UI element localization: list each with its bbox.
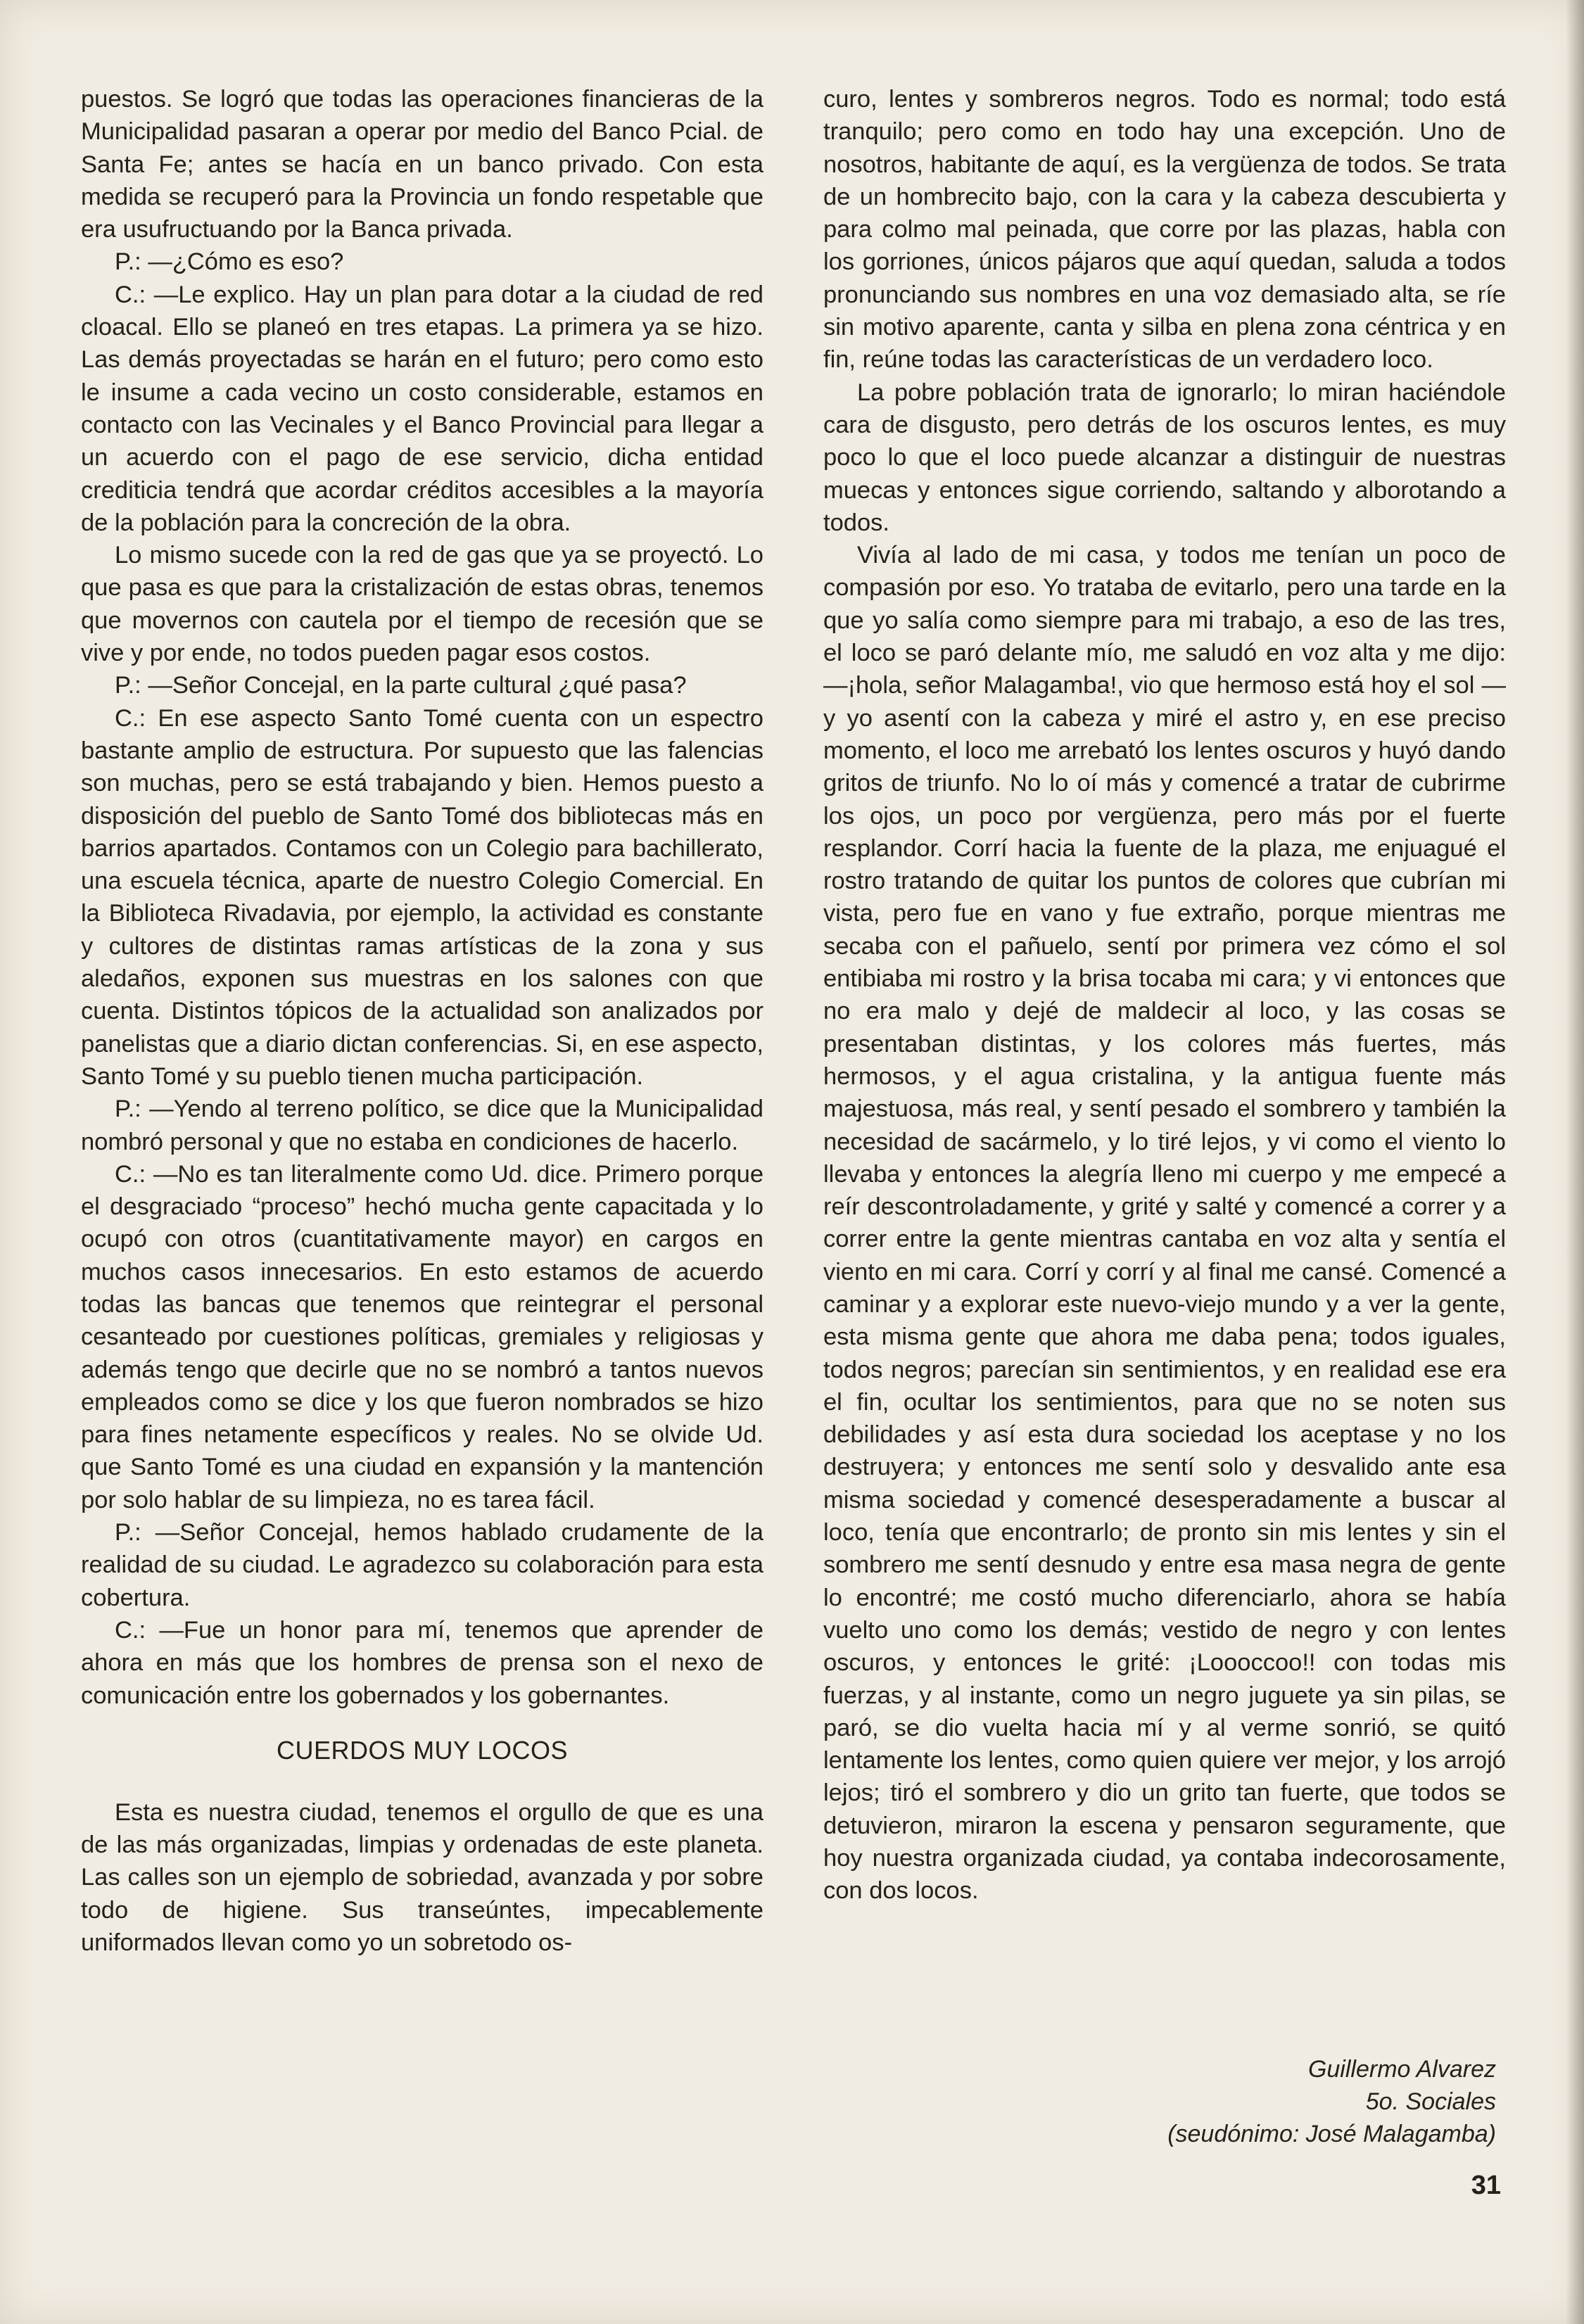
paragraph: C.: —Le explico. Hay un plan para dotar a la ciudad de red cloacal. Ello se planeó en tres etapas. La primera ya se hizo. Las demás proyectadas se harán en el futuro; pero como esto le insume a cada vecino un costo considerable, estamos en contacto con las Vecinales y el Banco Provincial para llegar a un acuerdo con el pago de ese servicio, dicha entidad crediticia tendrá que acordar créditos accesibles a la mayoría de la población para la concreción de la obra. <box>81 281 764 536</box>
left-column <box>81 83 764 1959</box>
author-pseudonym: (seudónimo: José Malagamba) <box>1167 2121 1496 2147</box>
author-name: Guillermo Alvarez <box>1307 2056 1496 2083</box>
paragraph: Vivía al lado de mi casa, y todos me tenían un poco de compasión por eso. Yo trataba de evitarlo, pero una tarde en la que yo salía como siempre para mi trabajo, a eso de las tres, el loco se paró delante mío, me saludó en voz alta y me dijo: —¡hola, señor Malagamba!, vio que hermoso está hoy el sol —y yo asentí con la cabeza y miré el astro y, en ese preciso momento, el loco me arrebató los lentes oscuros y huyó dando gritos de triunfo. No lo oí más y comencé a tratar de cubrirme los ojos, un poco por vergüenza, pero más por el fuerte resplandor. Corrí hacia la fuente de la plaza, me enjuagué el rostro tratando de quitar los puntos de colores que cubrían mi vista, pero fue en vano y fue extraño, porque mientras me secaba con el pañuelo, sentí por primera vez cómo el sol entibiaba mi rostro y la brisa tocaba mi cara; y vi entonces que no era malo y dejé de maldecir al loco, y las cosas se presentaban distintas, y los colores más fuertes, más hermosos, y el agua cristalina, y la antigua fuente más majestuosa, más real, y sentí pesado el sombrero y también la necesidad de sacármelo, y lo tiré lejos, y vi como el viento lo llevaba y entonces la alegría lleno mi cuerpo y me empecé a reír descontroladamente, y grité y salté y comencé a correr y a correr entre la gente mientras cantaba en voz alta y sentía el viento en mi cara. Corrí y corrí y al final me cansé. Comencé a caminar y a explorar este nuevo-viejo mundo y a ver la gente, esta misma gente que ahora me daba pena; todos iguales, todos negros; parecían sin sentimientos, y en realidad ese era el fin, ocultar los sentimientos, para que no se noten sus debilidades y así esta dura sociedad los aceptase y no los destruyera; y entonces me sentí solo y desvalido ante esa misma sociedad y comencé desesperadamente a buscar al loco, tenía que encontrarlo; de pronto sin mis lentes y sin el sombrero me sentí desnudo y entre esa masa negra de gente lo encontré; me costó mucho diferenciarlo, ahora se había vuelto uno como los demás; vestido de negro y con lentes oscuros, y entonces le grité: ¡Loooccoo!! con todas mis fuerzas, y al instante, como un negro juguete ya sin pilas, se paró, se dio vuelta hacia mí y al verme sonrió, se quitó lentamente los lentes, como quien quiere ver mejor, y los arrojó lejos; tiró el sombrero y dio un grito tan fuerte, que todos se detuvieron, miraron la escena y pensaron seguramente, que hoy nuestra organizada ciudad, ya contaba indecorosamente, con dos locos. <box>823 542 1506 1905</box>
paragraph: P.: —Yendo al terreno político, se dice que la Municipalidad nombró personal y que no estaba en condiciones de hacerlo. <box>81 1096 764 1155</box>
paragraph: La pobre población trata de ignorarlo; lo miran haciéndole cara de disgusto, pero detrás de los oscuros lentes, es muy poco lo que el loco puede alcanzar a distinguir de nuestras muecas y entonces sigue corriendo, saltando y alborotando a todos. <box>823 379 1506 536</box>
author-signature <box>1167 2053 1496 2150</box>
paragraph: C.: —Fue un honor para mí, tenemos que aprender de ahora en más que los hombres de prensa son el nexo de comunicación entre los gobernados y los gobernantes. <box>81 1616 764 1709</box>
paragraph: Lo mismo sucede con la red de gas que ya se proyectó. Lo que pasa es que para la cristalización de estas obras, tenemos que movernos con cautela por el tiempo de recesión que se vive y por ende, no todos pueden pagar esos costos. <box>81 542 764 667</box>
paragraph: Esta es nuestra ciudad, tenemos el orgullo de que es una de las más organizadas, limpias y ordenadas de este planeta. Las calles son un ejemplo de sobriedad, avanzada y por sobre todo de higiene. Sus transeúntes, impecablemente uniformados llevan como yo un sobretodo os- <box>81 1798 764 1957</box>
right-column <box>823 83 1506 1907</box>
paragraph: curo, lentes y sombreros negros. Todo es normal; todo está tranquilo; pero como en todo hay una excepción. Uno de nosotros, habitante de aquí, es la vergüenza de todos. Se trata de un hombrecito bajo, con la cara y la cabeza descubierta y para colmo mal peinada, que corre por las plazas, habla con los gorriones, únicos pájaros que aquí quedan, saluda a todos pronunciando sus nombres en una voz demasiado alta, se ríe sin motivo aparente, canta y silba en plena zona céntrica y en fin, reúne todas las características de un verdadero loco. <box>823 86 1506 374</box>
author-course: 5o. Sociales <box>1365 2088 1496 2115</box>
paragraph: C.: —No es tan literalmente como Ud. dice. Primero porque el desgraciado “proceso” hechó mucha gente capacitada y lo ocupó con otros (cuantitativamente mayor) en cargos en muchos casos innecesarios. En esto estamos de acuerdo todas las bancas que tenemos que reintegrar el personal cesanteado por cuestiones políticas, gremiales y religiosas y además tengo que decirle que no se nombró a tantos nuevos empleados como se dice y los que fueron nombrados se hizo para fines netamente específicos y reales. No se olvide Ud. que Santo Tomé es una ciudad en expansión y la mantención por solo hablar de su limpieza, no es tarea fácil. <box>81 1160 764 1513</box>
page-number: 31 <box>1471 2171 1501 2200</box>
paragraph: P.: —Señor Concejal, hemos hablado crudamente de la realidad de su ciudad. Le agradezco su colaboración para esta cobertura. <box>81 1519 764 1611</box>
page-binding-edge <box>1566 0 1584 2324</box>
section-title: CUERDOS MUY LOCOS <box>277 1735 568 1765</box>
paragraph: C.: En ese aspecto Santo Tomé cuenta con un espectro bastante amplio de estructura. Por supuesto que las falencias son muchas, pero se está trabajando y bien. Hemos puesto a disposición del pueblo de Santo Tomé dos bibliotecas más en barrios apartados. Contamos con un Colegio para bachillerato, una escuela técnica, aparte de nuestro Colegio Comercial. En la Biblioteca Rivadavia, por ejemplo, la actividad es constante y cultores de distintas ramas artísticas de la zona y sus aledaños, exponen sus muestras en los salones con que cuenta. Distintos tópicos de la actualidad son analizados por panelistas que a diario dictan conferencias. Si, en ese aspecto, Santo Tomé y su pueblo tienen mucha participación. <box>81 704 764 1090</box>
paragraph: P.: —Señor Concejal, en la parte cultural ¿qué pasa? <box>115 672 687 699</box>
paragraph: P.: —¿Cómo es eso? <box>115 248 344 276</box>
paragraph: puestos. Se logró que todas las operaciones financieras de la Municipalidad pasaran a operar por medio del Banco Pcial. de Santa Fe; antes se hacía en un banco privado. Con esta medida se recuperó para la Provincia un fondo respetable que era usufructuando por la Banca privada. <box>81 86 764 243</box>
